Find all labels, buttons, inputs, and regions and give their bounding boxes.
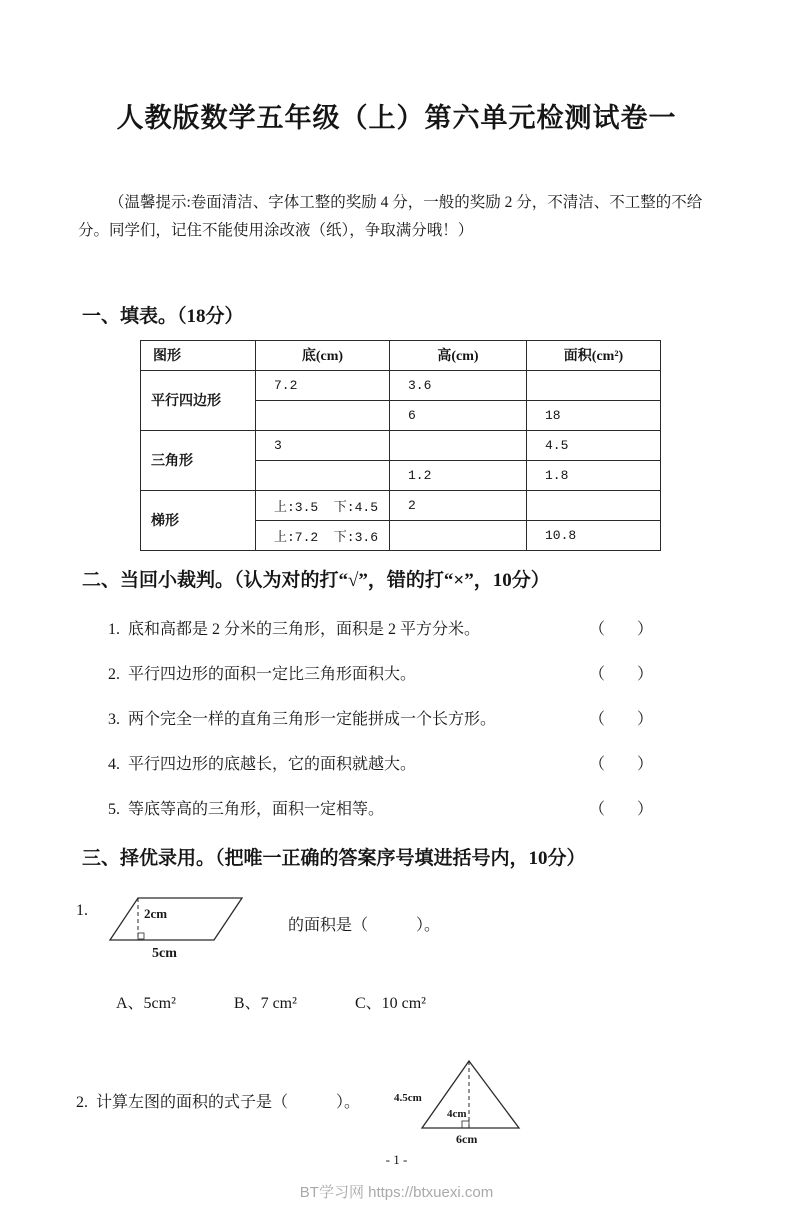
option-c: C、10 cm² [354,994,426,1012]
header-area: 面积(cm²) [527,340,661,370]
judge-text: 3. 两个完全一样的直角三角形一定能拼成一个长方形。 [108,710,497,728]
header-height: 高(cm) [390,340,527,370]
triangle-side-label: 4.5cm [394,1091,422,1104]
option-b: B、7 cm² [233,994,297,1012]
parallelogram-figure [102,888,252,960]
triangle-figure [394,1053,529,1148]
judge-item-1 [0,616,793,639]
table-row [141,430,661,460]
triangle-base-label: 6cm [456,1131,478,1146]
judge-item-2 [0,661,793,684]
fill-in-table [140,340,661,551]
cell-height: 2 [390,490,527,520]
site-footer [0,1181,793,1202]
header-shape: 图形 [141,340,256,370]
cell-base: 上:3.5 下:4.5 [256,490,390,520]
judge-text: 2. 平行四边形的面积一定比三角形面积大。 [108,665,417,683]
cell-base: 上:7.2 下:3.6 [256,520,390,550]
table-header-row [141,340,661,370]
judge-text: 4. 平行四边形的底越长，它的面积就越大。 [108,755,417,773]
triangle-height-label: 4cm [447,1107,467,1120]
cell-height-blank [390,430,527,460]
cell-height: 3.6 [390,370,527,400]
header-base: 底(cm) [256,340,390,370]
answer-parentheses: （ ） [588,755,653,773]
cell-base-blank [256,460,390,490]
judge-item-4 [0,751,793,774]
answer-parentheses: （ ） [588,710,653,728]
table-row [141,370,661,400]
section1-heading: 一、填表。（18分） [82,305,244,327]
page-number: - 1 - [385,1152,408,1167]
answer-parentheses: （ ） [588,800,653,818]
test-paper-page [0,96,793,1218]
judge-list [0,616,793,819]
cell-base-blank [256,400,390,430]
section2-heading: 二、当回小裁判。（认为对的打“√”，错的打“×”，10分） [82,569,550,591]
parallelogram-base-label: 5cm [152,945,177,961]
cell-area-blank [527,490,661,520]
section3-heading: 三、择优录用。（把唯一正确的答案序号填进括号内，10分） [82,847,586,869]
cell-height-blank [390,520,527,550]
shape-triangle: 三角形 [141,430,256,490]
judge-item-5 [0,796,793,819]
judge-text: 1. 底和高都是 2 分米的三角形，面积是 2 平方分米。 [108,620,481,638]
answer-parentheses: （ ） [588,665,653,683]
footer-site-link[interactable]: BT学习网 https://btxuexi.com [299,1184,494,1201]
judge-text: 5. 等底等高的三角形，面积一定相等。 [108,800,385,818]
question-text: 2. 计算左图的面积的式子是（ ）。 [76,1093,361,1111]
option-a: A、5cm² [116,994,176,1012]
hint-note: （温馨提示:卷面清洁、字体工整的奖励 4 分，一般的奖励 2 分，不清洁、不工整的不给分。同学们，记住不能使用涂改液（纸），争取满分哦！） [78,194,703,239]
question-number: 1. [76,901,88,919]
question-text: 的面积是（ ）。 [288,917,441,935]
cell-area: 4.5 [527,430,661,460]
shape-parallelogram: 平行四边形 [141,370,256,430]
choice-question-1 [0,888,793,960]
page-title: 人教版数学五年级（上）第六单元检测试卷一 [116,103,677,133]
cell-base: 3 [256,430,390,460]
choice-question-2 [0,1053,793,1148]
cell-base: 7.2 [256,370,390,400]
cell-height: 6 [390,400,527,430]
judge-item-3 [0,706,793,729]
cell-area: 18 [527,400,661,430]
cell-area-blank [527,370,661,400]
cell-area: 10.8 [527,520,661,550]
table-row [141,490,661,520]
cell-area: 1.8 [527,460,661,490]
answer-parentheses: （ ） [588,620,653,638]
cell-height: 1.2 [390,460,527,490]
options-row [116,990,793,1013]
parallelogram-height-label: 2cm [144,905,168,921]
shape-trapezoid: 梯形 [141,490,256,550]
